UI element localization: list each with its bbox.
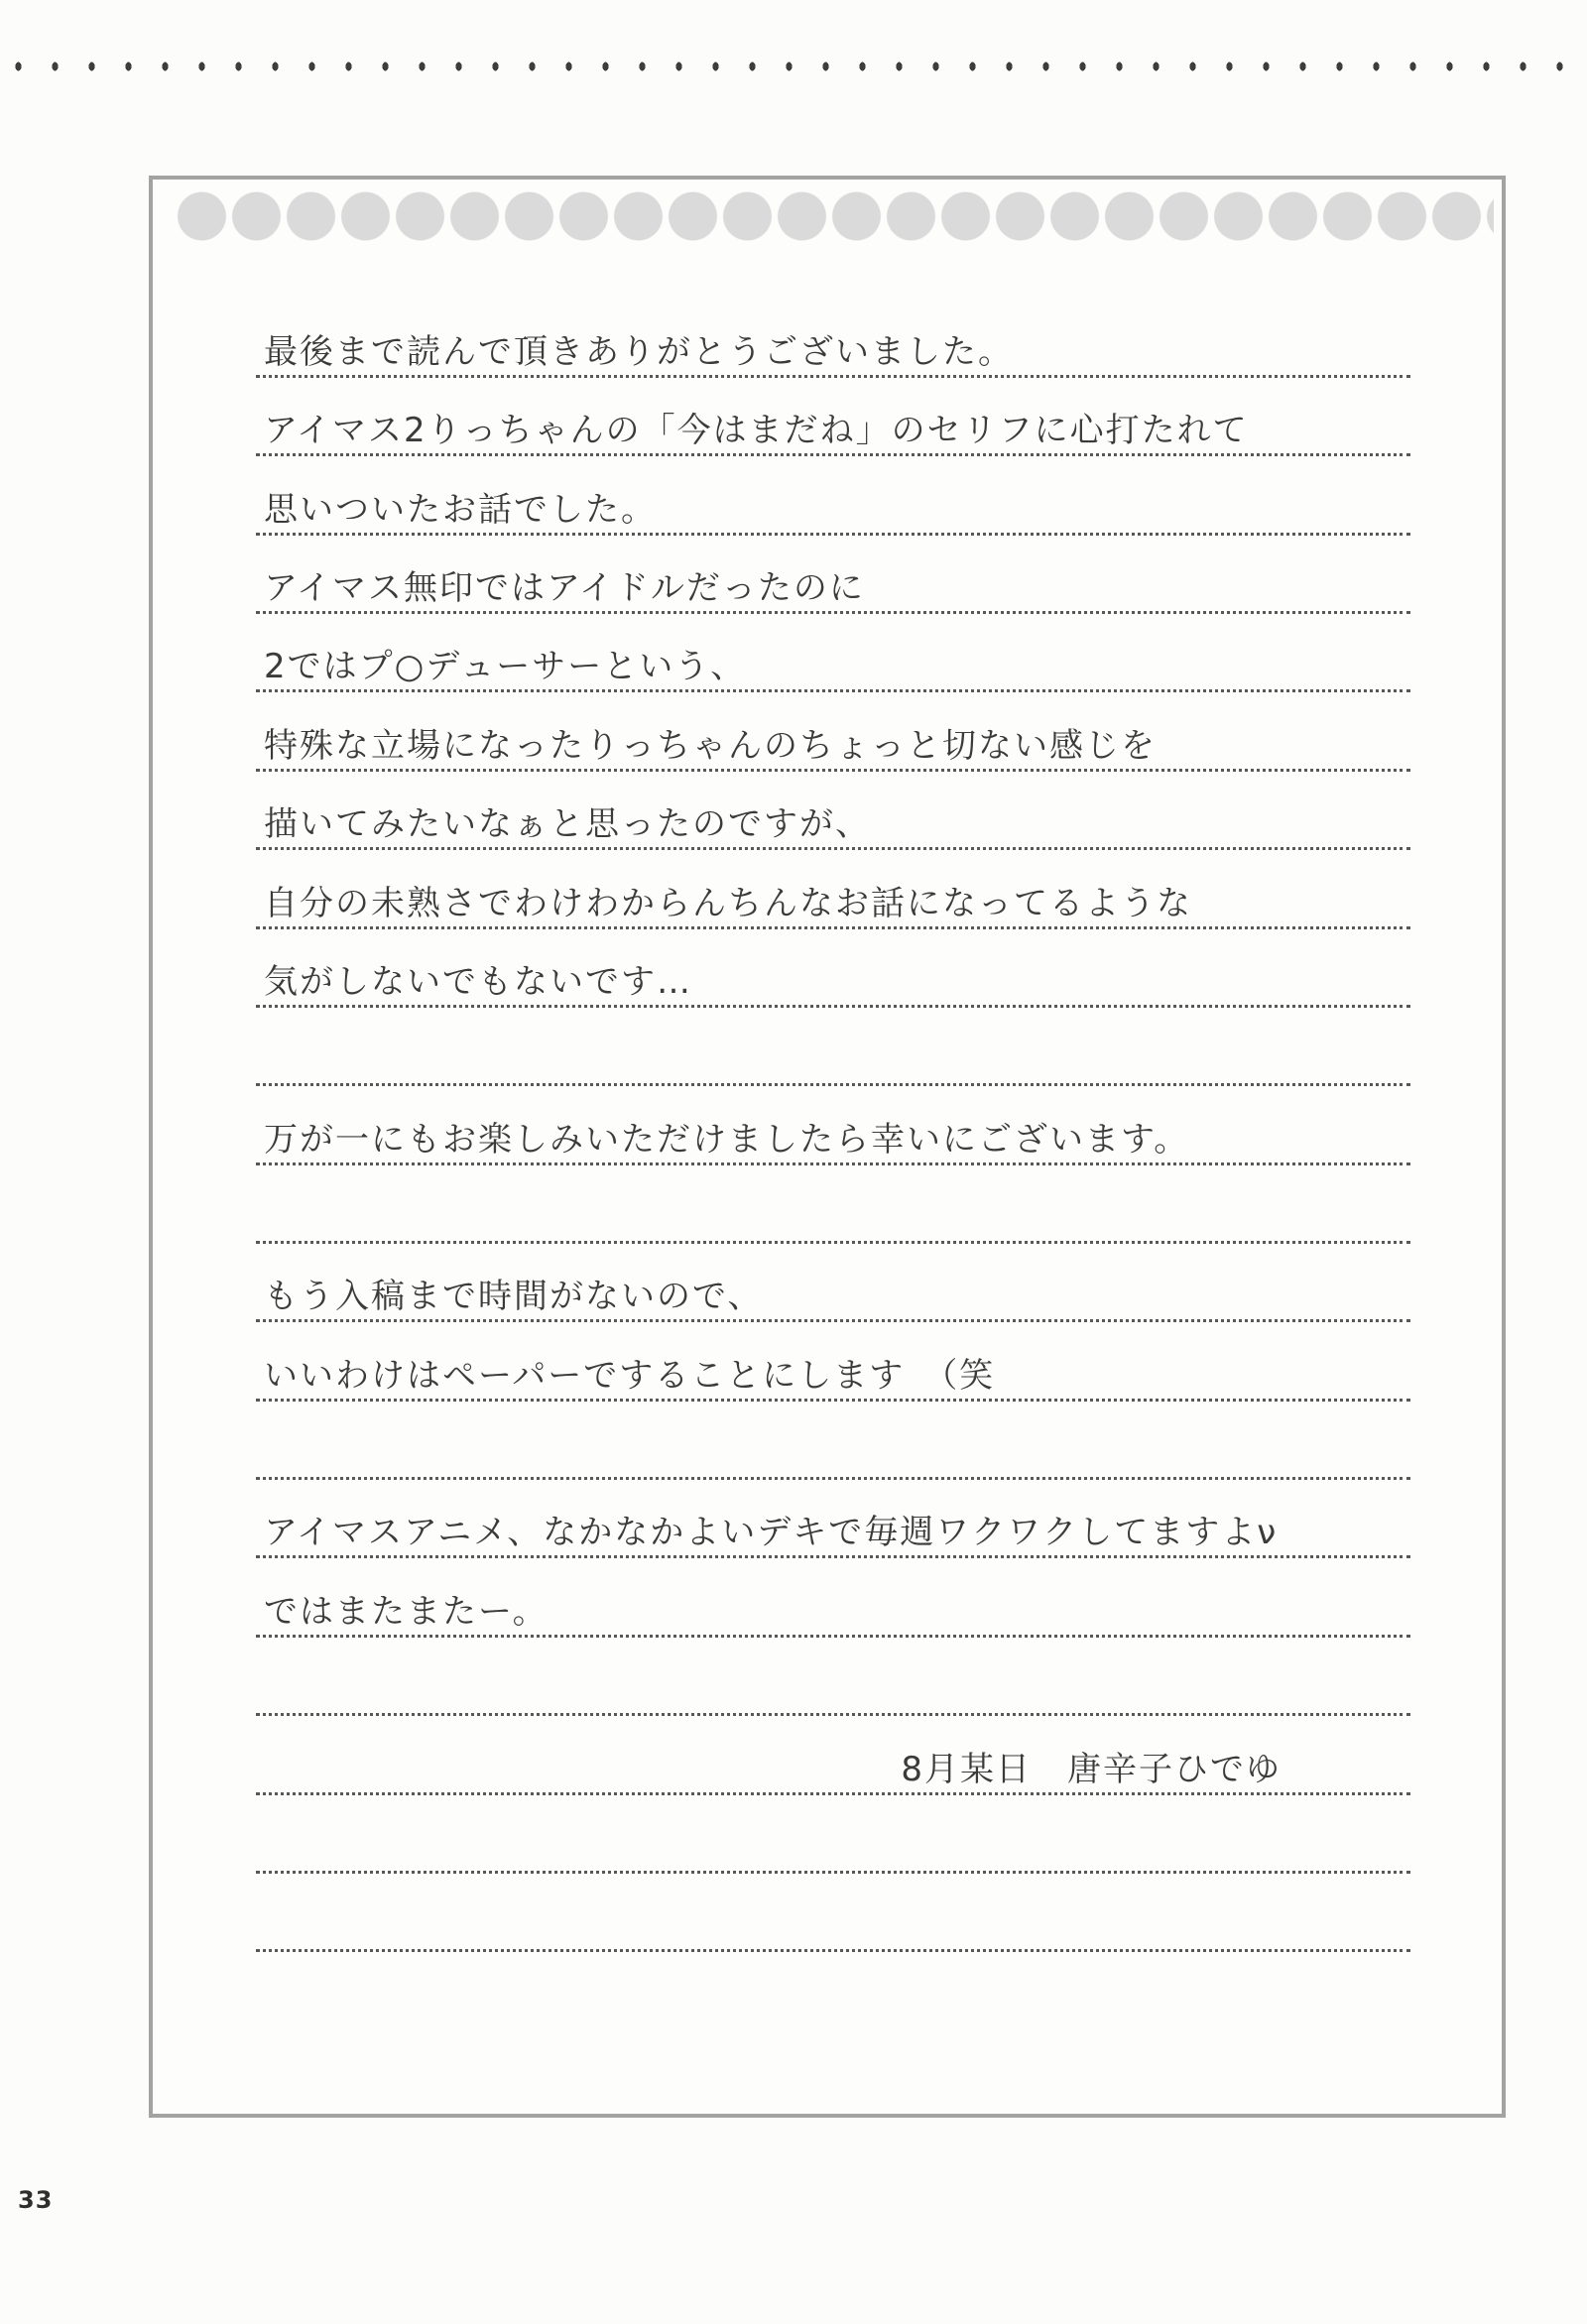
ruled-line [256, 1578, 1410, 1638]
handwritten-text: もう入稿まで時間がないので、 [264, 1277, 764, 1317]
handwritten-text [256, 1239, 1410, 1241]
ruled-line [256, 1027, 1410, 1086]
ruled-line [256, 397, 1410, 456]
signature-line [256, 1736, 1410, 1795]
handwritten-text: 自分の未熟さでわけわからんちんなお話になってるような [264, 884, 1192, 924]
signature-text: 8月某日 唐辛子ひでゆ [901, 1750, 1282, 1790]
handwritten-text: 2ではプ○デューサーという、 [264, 647, 747, 687]
page-number: 33 [18, 2186, 54, 2214]
decorative-circle-border [175, 189, 1494, 243]
handwritten-text [256, 1947, 1410, 1949]
ruled-line [256, 1656, 1410, 1716]
handwritten-text: 思いついたお話でした。 [264, 490, 657, 531]
handwritten-text [256, 1081, 1410, 1083]
handwritten-text: アイマス無印ではアイドルだったのに [264, 568, 865, 609]
handwritten-text [256, 1869, 1410, 1871]
ruled-line [256, 712, 1410, 772]
ruled-line [256, 1106, 1410, 1165]
handwritten-text: ではまたまたー。 [264, 1592, 549, 1633]
ruled-line [256, 1893, 1410, 1952]
handwritten-text [256, 1475, 1410, 1477]
ruled-line [256, 633, 1410, 692]
handwritten-text: アイマスアニメ、なかなかよいデキで毎週ワクワクしてますよν [264, 1513, 1279, 1553]
ruled-line [256, 1184, 1410, 1244]
handwritten-text: 最後まで読んで頂きありがとうございました。 [264, 332, 1014, 373]
handwritten-text: 万が一にもお楽しみいただけましたら幸いにございます。 [264, 1120, 1190, 1161]
ruled-line [256, 318, 1410, 378]
top-dots-divider [0, 58, 1587, 75]
ruled-line [256, 791, 1410, 850]
ruled-line [256, 1342, 1410, 1402]
ruled-line [256, 554, 1410, 614]
handwritten-text: 特殊な立場になったりっちゃんのちょっと切ない感じを [264, 726, 1157, 767]
ruled-line [256, 1814, 1410, 1874]
ruled-line [256, 1420, 1410, 1480]
ruled-line [256, 476, 1410, 536]
handwritten-text: 気がしないでもないです… [264, 962, 692, 1003]
ruled-line [256, 1263, 1410, 1322]
handwritten-text [256, 1711, 1410, 1713]
handwritten-text: いいわけはペーパーですることにします （笑 [264, 1356, 996, 1397]
ruled-line [256, 870, 1410, 929]
handwritten-text: 描いてみたいなぁと思ったのですが、 [264, 804, 871, 845]
ruled-line [256, 948, 1410, 1008]
handwritten-text: アイマス2りっちゃんの「今はまだね」のセリフに心打たれて [264, 411, 1249, 451]
ruled-line [256, 1499, 1410, 1558]
